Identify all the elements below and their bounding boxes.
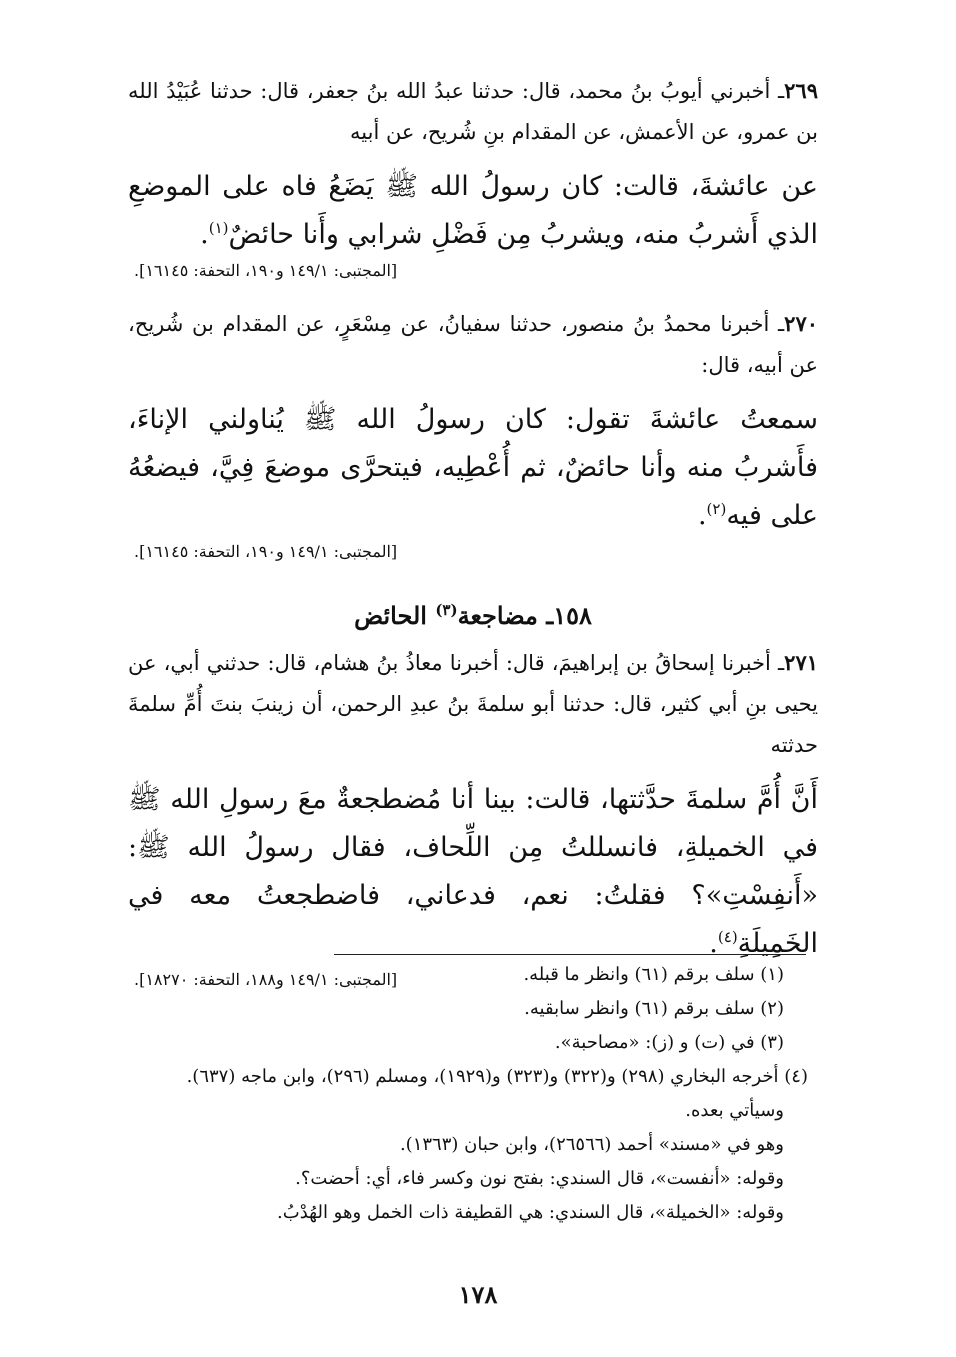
hadith-271 (128, 642, 818, 992)
chapter-number: ١٥٨ (553, 601, 592, 630)
isnad: ٢٧١ـ أخبرنا إسحاقُ بن إبراهيمَ، قال: أخبرنا معاذُ بنُ هشام، قال: حدثني أبي، عن يحيى بنِ أبي كثير، قال: حدثنا أبو سلمةَ بنُ عبدِ الرحمن، أن زينبَ بنتَ أُمِّ سلمةَ حدثته (128, 650, 819, 757)
hadith-number: ٢٧١ (784, 650, 819, 675)
footnote-divider (334, 954, 806, 955)
hadith-number: ٢٧٠ (784, 311, 819, 336)
isnad-text: أخبرني أيوبُ بنُ محمد، قال: حدثنا عبدُ الله بنُ جعفر، قال: حدثنا عُبَيْدُ الله بن عمرو، عن الأعمش، عن المقدام بنِ شُريح، عن أبيه (128, 79, 818, 144)
chapter-title-end: الحائض (354, 601, 427, 630)
footnote-4: (٤) أخرجه البخاري (٢٩٨) و(٣٢٢) و(٣٢٣) و(١٩٢٩)، ومسلم (٢٩٦)، وابن ماجه (٦٣٧). (186, 1066, 808, 1087)
footnote-4-line-4: وقوله: «أنفست»، قال السندي: بفتح نون وكسر فاء، أي: أحضت؟. (295, 1168, 784, 1189)
footnote-4-line-3: وهو في «مسند» أحمد (٢٦٥٦٦)، وابن حبان (١٣٦٣). (399, 1134, 784, 1155)
chapter-heading: ١٥٨ـ مضاجعة$^{(٣)}$ الحائض (354, 601, 592, 630)
chapter-title: مضاجعة (457, 601, 538, 630)
matn-text: أَنَّ أُمَّ سلمةَ حدَّثتها، قالت: بينا أنا مُضطجعةٌ معَ رسولِ الله ﷺ في الخميلةِ، فانسللتُ مِن اللِّحاف، فقال رسولُ الله ﷺ: «أَنفِسْتِ»؟ فقلتُ: نعم، فدعاني، فاضطجعتُ معه في الخَمِيلَةِ (128, 784, 818, 959)
footnotes (128, 958, 808, 1230)
footnote-ref: (٢) (706, 500, 727, 518)
footnote-4-line-5: وقوله: «الخميلة»، قال السندي: هي القطيفة ذات الخمل وهو الهُدْبُ. (277, 1202, 784, 1223)
footnote-3: (٣) في (ت) و (ز): «مصاحبة». (554, 1032, 784, 1053)
reference: [المجتبى: ١٤٩/١ و١٩٠، التحفة: ١٦١٤٥]. (134, 542, 398, 561)
hadith-270 (128, 303, 818, 564)
hadith-number: ٢٦٩ (784, 78, 818, 103)
isnad: ٢٦٩ـ أخبرني أيوبُ بنُ محمد، قال: حدثنا عبدُ الله بنُ جعفر، قال: حدثنا عُبَيْدُ الله بن عمرو، عن الأعمش، عن المقدام بنِ شُريح، عن أبيه (128, 78, 818, 144)
reference: [المجتبى: ١٤٩/١ و١٩٠، التحفة: ١٦١٤٥]. (134, 261, 398, 280)
footnote-4-line-2: وسيأتي بعده. (685, 1100, 784, 1121)
footnote-ref: (١) (208, 219, 229, 237)
reference: [المجتبى: ١٤٩/١ و١٨٨، التحفة: ١٨٢٧٠]. (134, 970, 398, 989)
footnote-1: (١) سلف برقم (٦١) وانظر ما قبله. (523, 964, 784, 985)
footnote-2: (٢) سلف برقم (٦١) وانظر سابقيه. (524, 998, 784, 1019)
footnote-ref: (٤) (717, 928, 738, 946)
matn-text: سمعتُ عائشةَ تقول: كان رسولُ الله ﷺ يُناولني الإناءَ، فأَشربُ منه وأنا حائضٌ، ثم أُعْطِيه، فيتحرَّى موضعَ فِيَّ، فيضعُهُ على فيه (128, 404, 818, 531)
isnad: ٢٧٠ـ أخبرنا محمدُ بنُ منصور، حدثنا سفيانُ، عن مِسْعَرٍ، عن المقدام بن شُريح، عن أبيه، قال: (128, 311, 819, 377)
matn: أَنَّ أُمَّ سلمةَ حدَّثتها، قالت: بينا أنا مُضطجعةٌ معَ رسولِ الله ﷺ في الخميلةِ، فانسللتُ مِن اللِّحاف، فقال رسولُ الله ﷺ: «أَنفِسْتِ»؟ فقلتُ: نعم، فدعاني، فاضطجعتُ معه في الخَمِيلَةِ$^{(٤)}$. (128, 784, 818, 959)
footnote-ref: (٣) (435, 601, 458, 619)
page-body (128, 70, 818, 992)
matn: عن عائشةَ، قالت: كان رسولُ الله ﷺ يَضَعُ فاه على الموضعِ الذي أَشربُ منه، ويشربُ مِن فَضْلِ شرابي وأَنا حائضٌ$^{(١)}$. (128, 171, 818, 250)
page-number: ١٧٨ (458, 1280, 498, 1309)
isnad-text: أخبرنا محمدُ بنُ منصور، حدثنا سفيانُ، عن مِسْعَرٍ، عن المقدام بن شُريح، عن أبيه، قال: (128, 312, 818, 377)
matn-text: عن عائشةَ، قالت: كان رسولُ الله ﷺ يَضَعُ فاه على الموضعِ الذي أَشربُ منه، ويشربُ مِن فَضْلِ شرابي وأَنا حائضٌ (128, 171, 818, 250)
matn: سمعتُ عائشةَ تقول: كان رسولُ الله ﷺ يُناولني الإناءَ، فأَشربُ منه وأنا حائضٌ، ثم أُعْطِيه، فيتحرَّى موضعَ فِيَّ، فيضعُهُ على فيه$^{(٢)}$. (128, 404, 818, 531)
hadith-269 (128, 70, 818, 283)
isnad-text: أخبرنا إسحاقُ بن إبراهيمَ، قال: أخبرنا معاذُ بنُ هشام، قال: حدثني أبي، عن يحيى بنِ أبي كثير، قال: حدثنا أبو سلمةَ بنُ عبدِ الرحمن، أن زينبَ بنتَ أُمِّ سلمةَ حدثته (128, 651, 818, 757)
